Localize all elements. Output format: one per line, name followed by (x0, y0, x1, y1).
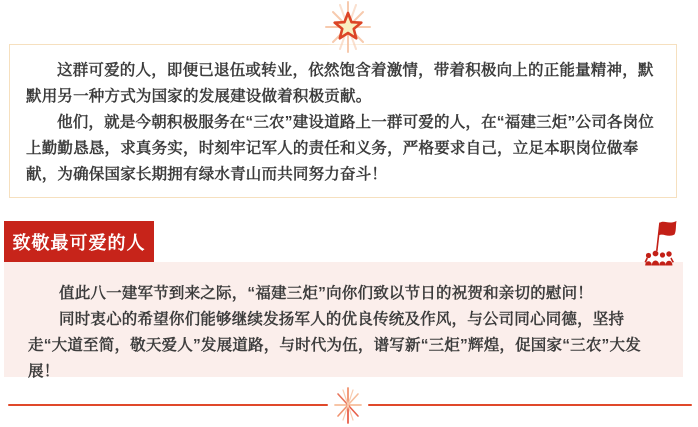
section-title: 致敬最可爱的人 (12, 232, 146, 253)
salute-paragraph-2: 同时衷心的希望你们能够继续发扬军人的优良传统及作风，与公司同心同德，坚持走“大道至简，敬天爱人”发展道路，与时代为伍，谱写新“三炬”辉煌，促国家“三农”大发展！ (28, 311, 641, 380)
salute-paragraph-1: 值此八一建军节到来之际，“福建三炬”向你们致以节日的祝贺和亲切的慰问！ (59, 285, 594, 302)
intro-paragraph-1: 这群可爱的人，即便已退伍或转业，依然饱含着激情，带着积极向上的正能量精神，默默用另一种方式为国家的发展建设做着积极贡献。 (26, 62, 654, 105)
divider-line-right (368, 404, 692, 406)
sparkle-icon (328, 384, 368, 427)
section-title-banner (4, 221, 154, 262)
intro-paragraph-2: 他们，就是今朝积极服务在“三农”建设道路上一群可爱的人，在“福建三炬”公司各岗位上勤勤恳恳，求真务实，时刻牢记军人的责任和义务，严格要求自己，立足本职岗位做奉献，为确保国家长期拥有绿水青山而共同努力奋斗！ (26, 114, 655, 183)
intro-box (9, 44, 677, 198)
red-flag-people-icon (641, 219, 679, 266)
divider-line-left (8, 404, 328, 406)
star-burst-icon (320, 0, 376, 54)
salute-section (4, 262, 683, 380)
